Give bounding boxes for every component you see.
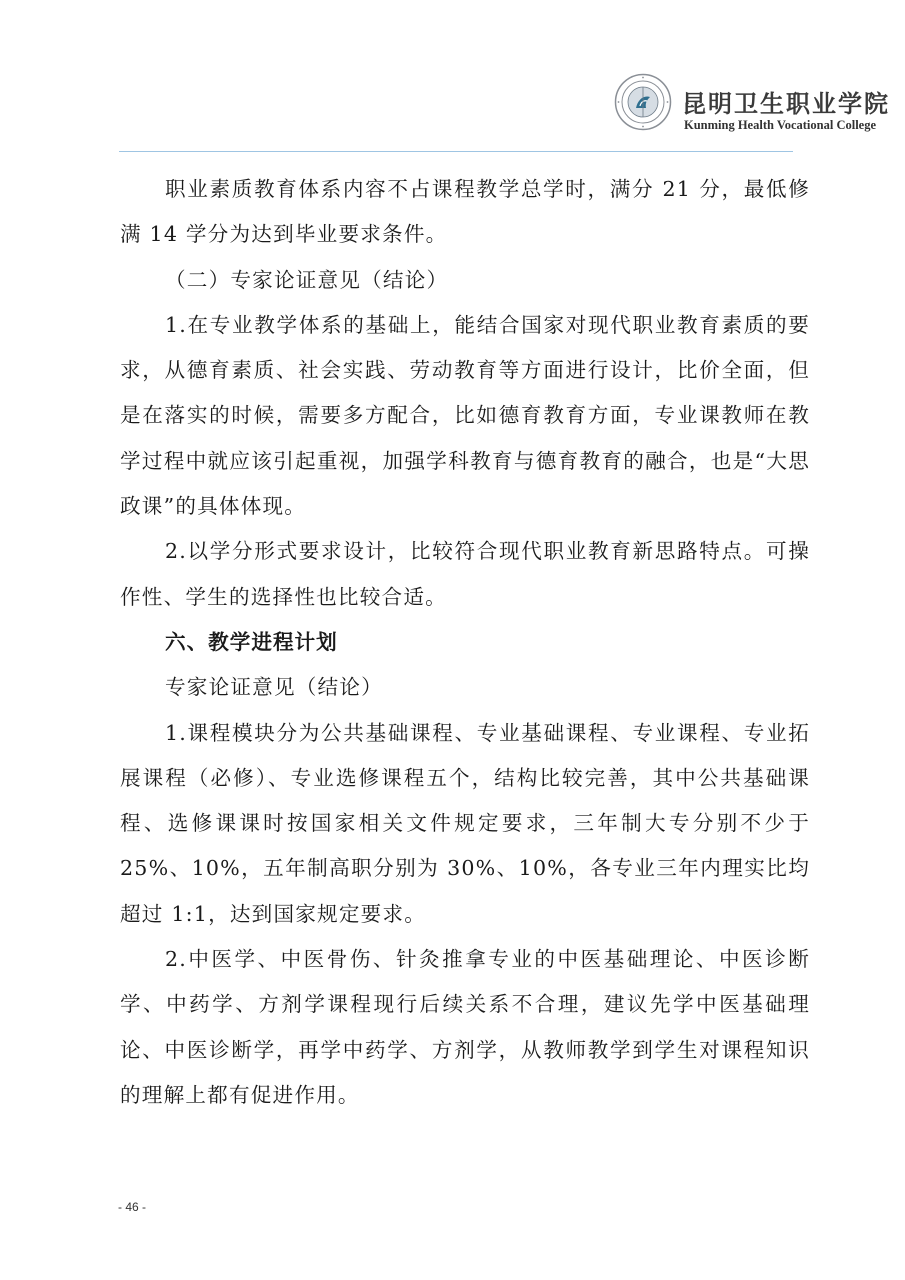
paragraph-opinion-2: 2.以学分形式要求设计，比较符合现代职业教育新思路特点。可操作性、学生的选择性也比较合适。 [120,539,810,609]
paragraph-credit-requirement: 职业素质教育体系内容不占课程教学总学时，满分 21 分，最低修满 14 学分为达到毕业要求条件。 [120,177,810,247]
document-body [120,167,810,1118]
college-name-chinese: 昆明卫生职业学院 [682,89,890,118]
subheading-expert-opinion-2: （二）专家论证意见（结论） [165,267,449,292]
college-name-english: Kunming Health Vocational College [684,118,877,132]
section-heading-teaching-plan: 六、教学进程计划 [165,629,338,654]
paragraph-plan-opinion-2: 2.中医学、中医骨伤、针灸推拿专业的中医基础理论、中医诊断学、中药学、方剂学课程现行后续关系不合理，建议先学中医基础理论、中医诊断学，再学中药学、方剂学，从教师教学到学生对课程知识的理解上都有促进作用。 [120,947,810,1107]
subheading-expert-opinion: 专家论证意见（结论） [165,675,383,700]
paragraph-plan-opinion-1: 1.课程模块分为公共基础课程、专业基础课程、专业课程、专业拓展课程（必修）、专业选修课程五个，结构比较完善，其中公共基础课程、选修课课时按国家相关文件规定要求，三年制大专分别不少于 25%、10%，五年制高职分别为 30%、10%，各专业三年内理实比均超过 1:1，达到国家规定要求。 [120,720,810,926]
page-number: - 46 - [118,1200,147,1214]
college-seal-icon [614,73,672,131]
header-divider [119,151,793,152]
page-header [0,0,905,160]
paragraph-opinion-1: 1.在专业教学体系的基础上，能结合国家对现代职业教育素质的要求，从德育素质、社会实践、劳动教育等方面进行设计，比价全面，但是在落实的时候，需要多方配合，比如德育教育方面，专业课教师在教学过程中就应该引起重视，加强学科教育与德育教育的融合，也是“大思政课”的具体体现。 [120,312,810,519]
